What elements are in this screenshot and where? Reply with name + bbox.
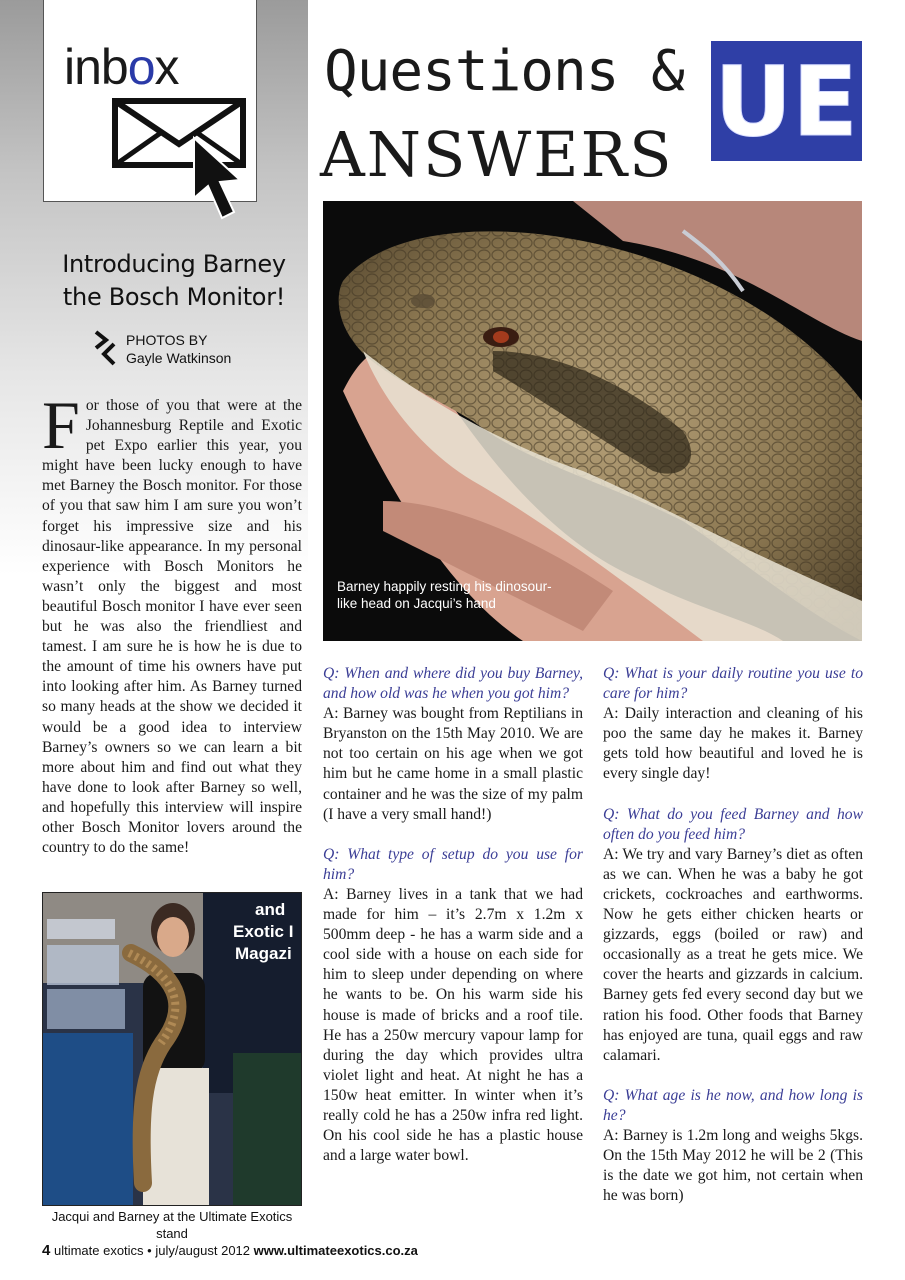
spacer <box>603 785 863 805</box>
qa-column-right <box>603 664 863 1206</box>
envelope-cursor-icon <box>112 96 252 226</box>
photographer-name: Gayle Watkinson <box>126 350 232 366</box>
banner-line-2: Exotic I <box>233 922 294 941</box>
spacer <box>603 1066 863 1086</box>
banner-line-1: and <box>255 900 286 919</box>
answer-text: A: Barney is 1.2m long and weighs 5kgs. On the 15th May 2012 he will be 2 (This is the date we got him, not certain when he was born) <box>603 1126 863 1205</box>
inbox-section-badge <box>43 0 257 202</box>
intro-body-text: or those of you that were at the Johannesburg Reptile and Exotic pet Expo earlier this year, you might have been lucky enough to have met Barney the Bosch monitor. For those of you that saw him I am sure you won’t forget his impressive size and his dinosaur-like appearance. In my personal experience with Bosch Monitors he wasn’t only the biggest and most beautiful Bosch monitor I have ever seen but he was also the friendliest and tamest. I am sure he is how he is due to the amount of time his owners have put into looking after him. As Barney turned so many heads at the show we decided it would be a good idea to interview Barney’s owners so we can learn a bit more about him and find out what they have done to look after Barney so well, and hopefully this interview will inspire other Bosch Monitor lovers around the country to do the same! <box>42 397 302 857</box>
inbox-word-o: o <box>127 39 155 95</box>
ue-logo-mark <box>711 41 862 161</box>
page-title-line1: Questions & <box>324 39 684 104</box>
photo-caption-left: Jacqui and Barney at the Ultimate Exotics stand <box>51 1209 293 1241</box>
page-footer <box>42 1242 542 1259</box>
publication-info: ultimate exotics • july/august 2012 <box>53 1243 251 1258</box>
intro-body <box>42 387 302 858</box>
ue-logo <box>711 41 862 161</box>
inbox-word <box>64 38 179 96</box>
answer-text: A: Daily interaction and cleaning of his poo the same day he makes it. Barney gets told how beautiful and loved he is every single day! <box>603 705 863 783</box>
question-text: Q: When and where did you buy Barney, and how old was he when you got him? <box>323 665 583 703</box>
photo-jacqui-barney <box>42 892 302 1206</box>
inbox-word-part: x <box>154 39 179 95</box>
photo-monitor-lizard <box>323 201 862 641</box>
drop-cap: F <box>42 387 80 463</box>
banner-line-3: Magazi <box>235 944 292 963</box>
photos-by-label: PHOTOS BY <box>126 332 208 348</box>
question-text: Q: What type of setup do you use for him? <box>323 845 583 883</box>
answer-text: A: Barney was bought from Reptilians in Bryanston on the 15th May 2010. We are not too certain on his age when we got him but he came home in a small plastic container and he was the size of my palm (I have a very small hand!) <box>323 705 583 823</box>
ue-logo-text: UE <box>714 46 858 158</box>
spacer <box>323 825 583 845</box>
page-number: 4 <box>42 1242 51 1259</box>
answer-text: A: We try and vary Barney’s diet as often as we can. When he was a baby he got crickets, cockroaches and earthworms. Now he gets either chicken hearts or gizzards, eggs (boiled or raw) and occasionally as a treat he gets mice. We cover the hearts and gizzards in calcium. Barney gets fed every second day but we ration his food. Other foods that Barney has enjoyed are tuna, quail eggs and raw calamari. <box>603 845 863 1064</box>
photo-monitor-lizard-drawing <box>323 201 862 641</box>
inbox-word-part: inb <box>64 39 128 95</box>
question-text: Q: What do you feed Barney and how often do you feed him? <box>603 805 863 843</box>
photo-jacqui-barney-drawing <box>43 893 302 1206</box>
question-text: Q: What age is he now, and how long is he? <box>603 1086 863 1124</box>
question-text: Q: What is your daily routine you use to care for him? <box>603 665 863 703</box>
qa-column-middle <box>323 664 583 1166</box>
website-link[interactable]: www.ultimateexotics.co.za <box>253 1243 418 1258</box>
answer-text: A: Barney lives in a tank that we had made for him – it’s 2.7m x 1.2m x 500mm deep - he has a warm side and a cool side with a house on each side for him to sleep under depending on where he wants to be. On his warm side his house is made of bricks and a roof tile. He has a 250w mercury vapour lamp for during the day which provides ultra violet light and heat. At night he has a 150w heat emitter. In winter when it’s really cold he has a 250w infra red light. On his cool side he has a plastic house and a large water bowl. <box>323 885 583 1165</box>
photo-caption-main: Barney happily resting his dinosour-like head on Jacqui’s hand <box>337 579 552 611</box>
page-title-line2: ANSWERS <box>320 118 674 191</box>
chevron-icon <box>92 328 118 368</box>
article-title: Introducing Barney the Bosch Monitor! <box>62 250 286 311</box>
photo-credit-text <box>126 331 296 367</box>
